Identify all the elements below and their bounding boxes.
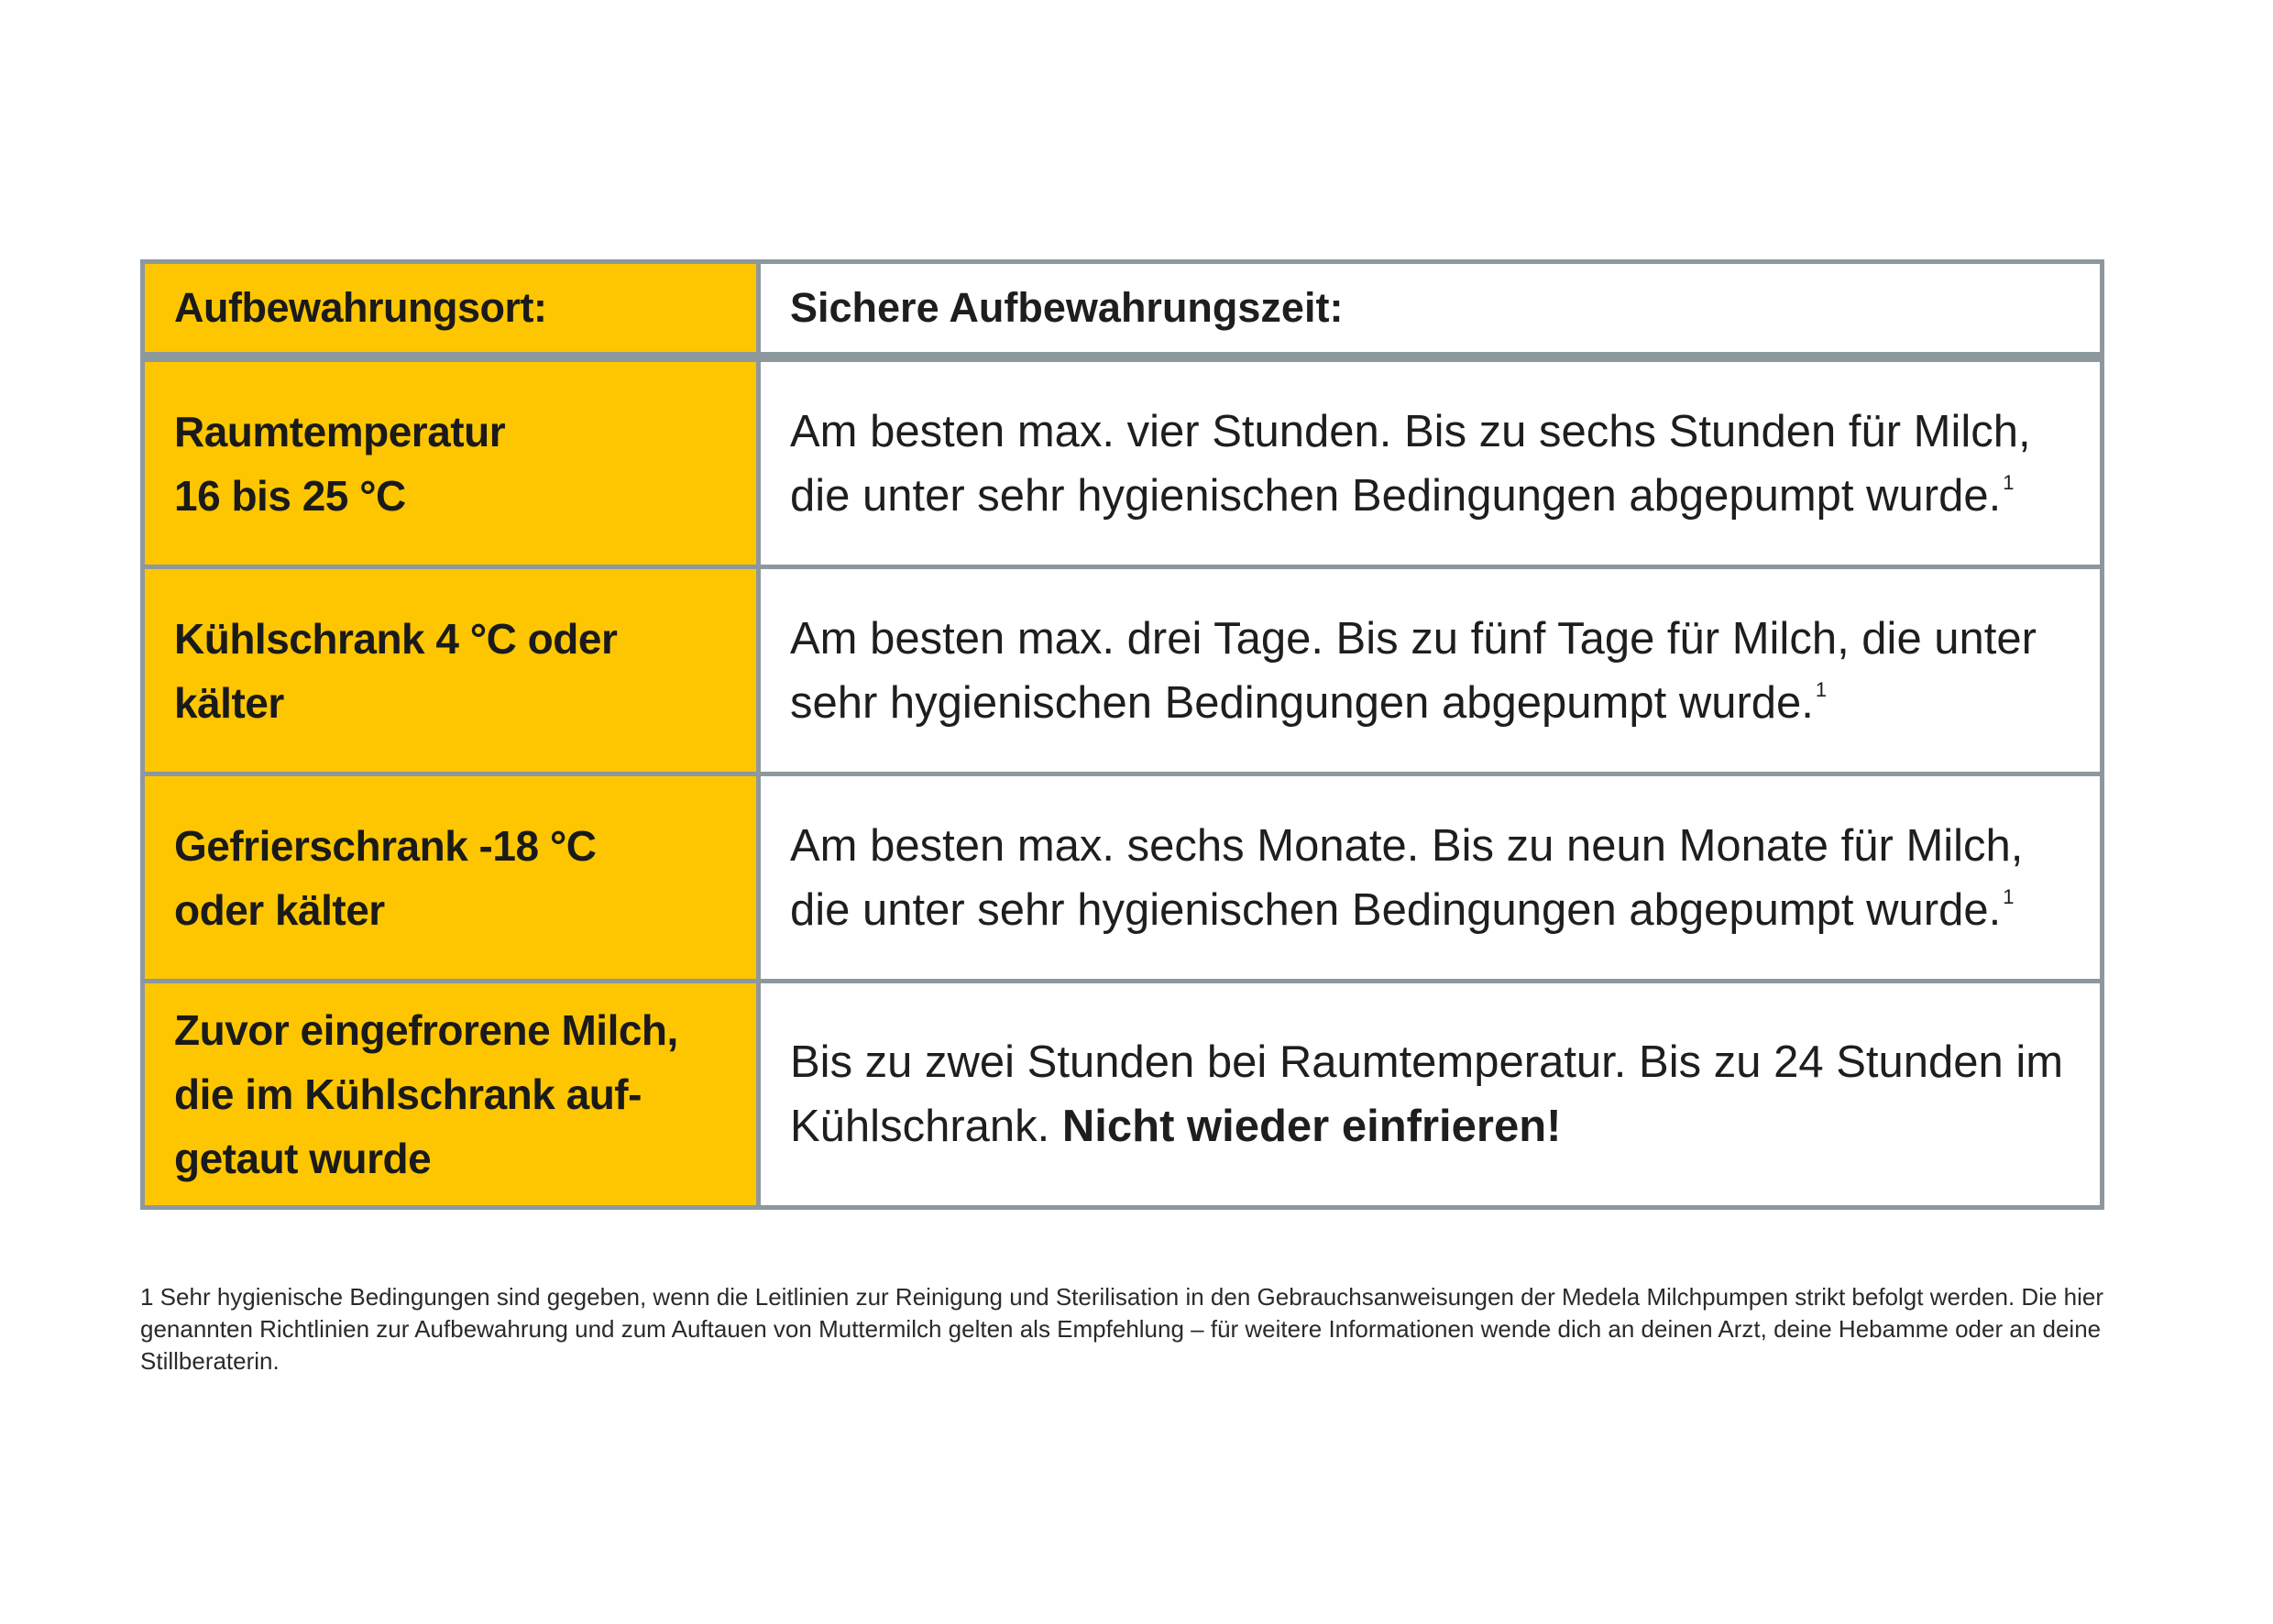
storage-time-cell (761, 983, 2100, 1205)
storage-time-text: Am besten max. drei Tage. Bis zu fünf Tage für Milch, die unter sehr hygienischen Bedingungen abgepumpt wurde. (790, 613, 2037, 728)
storage-warning-text: Nicht wieder einfrieren! (1061, 1102, 1562, 1151)
storage-place-cell (145, 776, 761, 983)
header-time: Sichere Aufbewahrungszeit: (761, 264, 2100, 362)
storage-place-line: oder kälter (174, 885, 385, 934)
storage-place-line: Raumtemperatur (174, 407, 506, 455)
footnote: 1 Sehr hygienische Bedingungen sind gegeben, wenn die Leitlinien zur Reinigung und Sterilisation in den Gebrauchsanweisungen der Medela Milchpumpen strikt befolgt werden. Die hier genannten Richtlinien zur Aufbewahrung und zum Auftauen von Muttermilch gelten als Empfehlung – für weitere Informationen wende dich an deinen Arzt, deine Hebamme oder an deine Stillberaterin. (140, 1283, 2104, 1375)
footnote-ref: 1 (1815, 677, 1828, 701)
storage-place-line: die im Kühlschrank auf- (174, 1070, 642, 1118)
storage-time-text: Am besten max. vier Stunden. Bis zu sechs Stunden für Milch, die unter sehr hygienischen Bedingungen abgepumpt wurde. (790, 406, 2031, 521)
header-place: Aufbewahrungsort: (145, 264, 761, 362)
table-row (145, 983, 2100, 1205)
storage-table (140, 259, 2104, 1210)
storage-place-line: Gefrierschrank -18 °C (174, 821, 597, 870)
table-row (145, 776, 2100, 983)
table-row (145, 362, 2100, 569)
table-header-row (145, 264, 2100, 362)
storage-time-text: Bis zu zwei Stunden bei Raumtemperatur. Bis zu 24 Stunden im Kühlschrank. (790, 1037, 2064, 1151)
storage-time-cell (761, 362, 2100, 569)
storage-place-line: Zuvor eingefrorene Milch, (174, 1006, 678, 1054)
storage-place-cell (145, 362, 761, 569)
storage-place-cell (145, 569, 761, 776)
storage-place-line: kälter (174, 678, 284, 727)
table-row (145, 569, 2100, 776)
footnote-ref: 1 (2003, 470, 2015, 494)
storage-time-cell (761, 569, 2100, 776)
storage-time-cell (761, 776, 2100, 983)
storage-place-line: getaut wurde (174, 1135, 432, 1182)
storage-place-line: Kühlschrank 4 °C oder (174, 614, 618, 663)
footnote-ref: 1 (2003, 884, 2015, 908)
storage-time-text: Am besten max. sechs Monate. Bis zu neun Monate für Milch, die unter sehr hygienischen Bedingungen abgepumpt wurde. (790, 820, 2024, 935)
storage-place-line: 16 bis 25 °C (174, 471, 406, 520)
storage-place-cell (145, 983, 761, 1205)
